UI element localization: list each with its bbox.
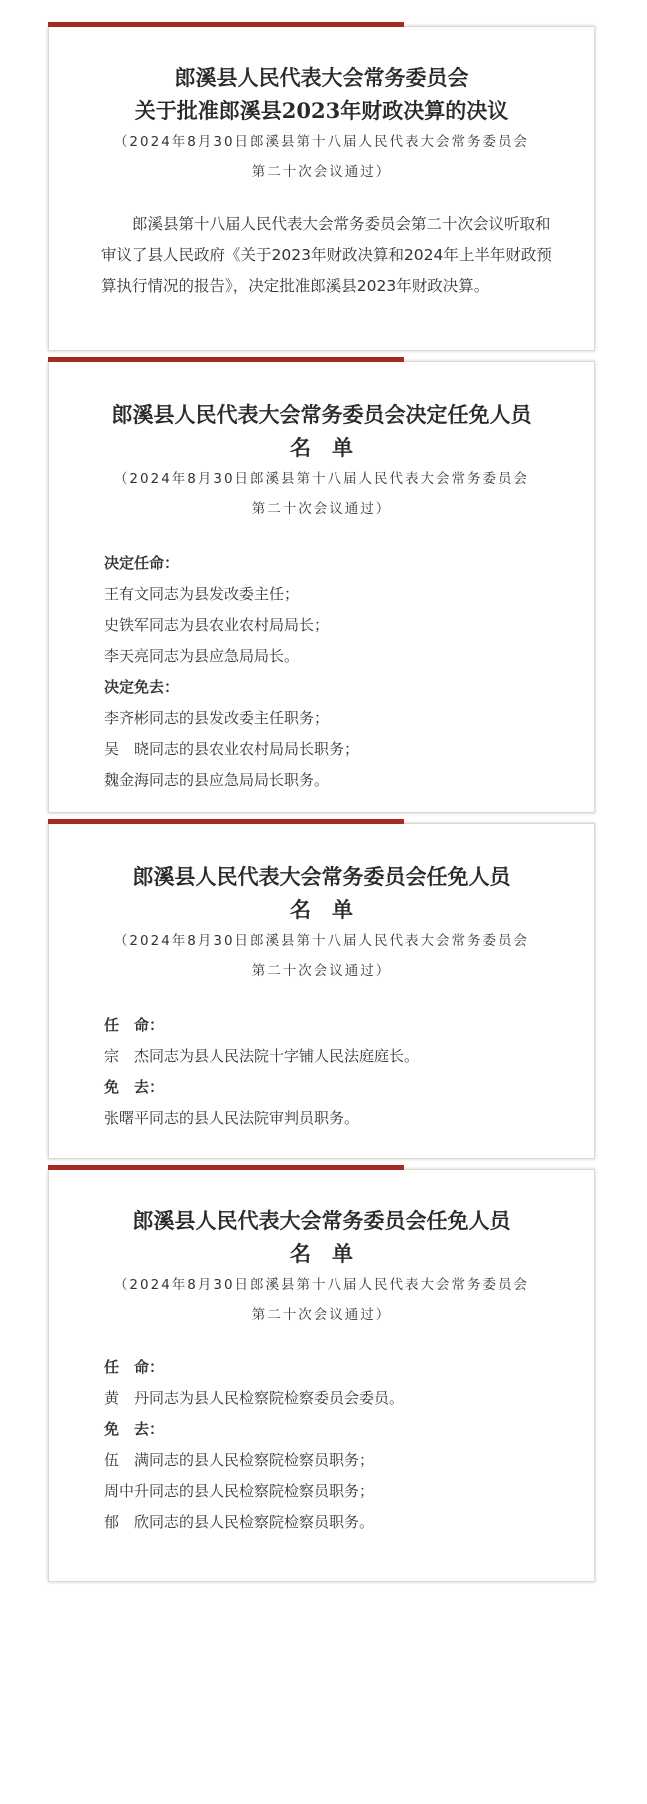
list-item: 魏金海同志的县应急局局长职务。 xyxy=(104,771,330,789)
list-item: 伍 满同志的县人民检察院检察员职务； xyxy=(104,1451,375,1469)
resolution-card xyxy=(48,26,595,351)
card-accent-bar xyxy=(48,819,404,824)
list-item: 周中升同志的县人民检察院检察员职务； xyxy=(104,1482,375,1500)
card-accent-bar xyxy=(48,1165,404,1170)
appointment-list xyxy=(104,548,594,796)
remove-heading: 免 去： xyxy=(104,1420,165,1438)
list-item: 李天亮同志为县应急局局长。 xyxy=(104,647,300,665)
card-title-line-1: 郎溪县人民代表大会常务委员会任免人员 xyxy=(132,1208,511,1233)
passed-date-line-2: 第二十次会议通过） xyxy=(251,164,392,180)
list-item: 王有文同志为县发改委主任； xyxy=(104,585,300,603)
appoint-heading: 任 命： xyxy=(104,1016,165,1034)
card-accent-bar xyxy=(48,22,404,27)
passed-date-line-2: 第二十次会议通过） xyxy=(251,501,392,517)
procuratorate-appointment-card xyxy=(48,1169,595,1582)
list-item: 黄 丹同志为县人民检察院检察委员会委员。 xyxy=(104,1389,405,1407)
appointment-decision-card xyxy=(48,361,595,813)
card-title-line-2: 名 单 xyxy=(290,435,353,460)
list-item: 吴 晓同志的县农业农村局局长职务； xyxy=(104,740,360,758)
card-title-line-1: 郎溪县人民代表大会常务委员会 xyxy=(174,65,469,90)
remove-heading: 决定免去： xyxy=(104,678,180,696)
resolution-paragraph: 郎溪县第十八届人民代表大会常务委员会第二十次会议听取和审议了县人民政府《关于2023年财政决算和2024年上半年财政预算执行情况的报告》，决定批准郎溪县2023年财政决算。 xyxy=(101,215,552,295)
remove-heading: 免 去： xyxy=(104,1078,165,1096)
passed-date-line-1: （2024年8月30日郎溪县第十八届人民代表大会常务委员会 xyxy=(113,134,530,150)
list-item: 郁 欣同志的县人民检察院检察员职务。 xyxy=(104,1513,375,1531)
appointment-list xyxy=(104,1352,594,1538)
passed-date-line-2: 第二十次会议通过） xyxy=(251,1307,392,1323)
card-title-line-2: 名 单 xyxy=(290,897,353,922)
appoint-heading: 任 命： xyxy=(104,1358,165,1376)
list-item: 张曙平同志的县人民法院审判员职务。 xyxy=(104,1109,360,1127)
passed-date-line-1: （2024年8月30日郎溪县第十八届人民代表大会常务委员会 xyxy=(113,933,530,949)
passed-date-line-1: （2024年8月30日郎溪县第十八届人民代表大会常务委员会 xyxy=(113,471,530,487)
card-accent-bar xyxy=(48,357,404,362)
card-title-line-2: 名 单 xyxy=(290,1241,353,1266)
list-item: 史铁军同志为县农业农村局局长； xyxy=(104,616,330,634)
appoint-heading: 决定任命： xyxy=(104,554,180,572)
court-appointment-card xyxy=(48,823,595,1159)
appointment-list xyxy=(104,1010,594,1134)
list-item: 宗 杰同志为县人民法院十字铺人民法庭庭长。 xyxy=(104,1047,420,1065)
card-title-line-2: 关于批准郎溪县2023年财政决算的决议 xyxy=(134,98,509,123)
passed-date-line-2: 第二十次会议通过） xyxy=(251,963,392,979)
card-title-line-1: 郎溪县人民代表大会常务委员会决定任免人员 xyxy=(111,402,532,427)
passed-date-line-1: （2024年8月30日郎溪县第十八届人民代表大会常务委员会 xyxy=(113,1277,530,1293)
card-title-line-1: 郎溪县人民代表大会常务委员会任免人员 xyxy=(132,864,511,889)
list-item: 李齐彬同志的县发改委主任职务； xyxy=(104,709,330,727)
